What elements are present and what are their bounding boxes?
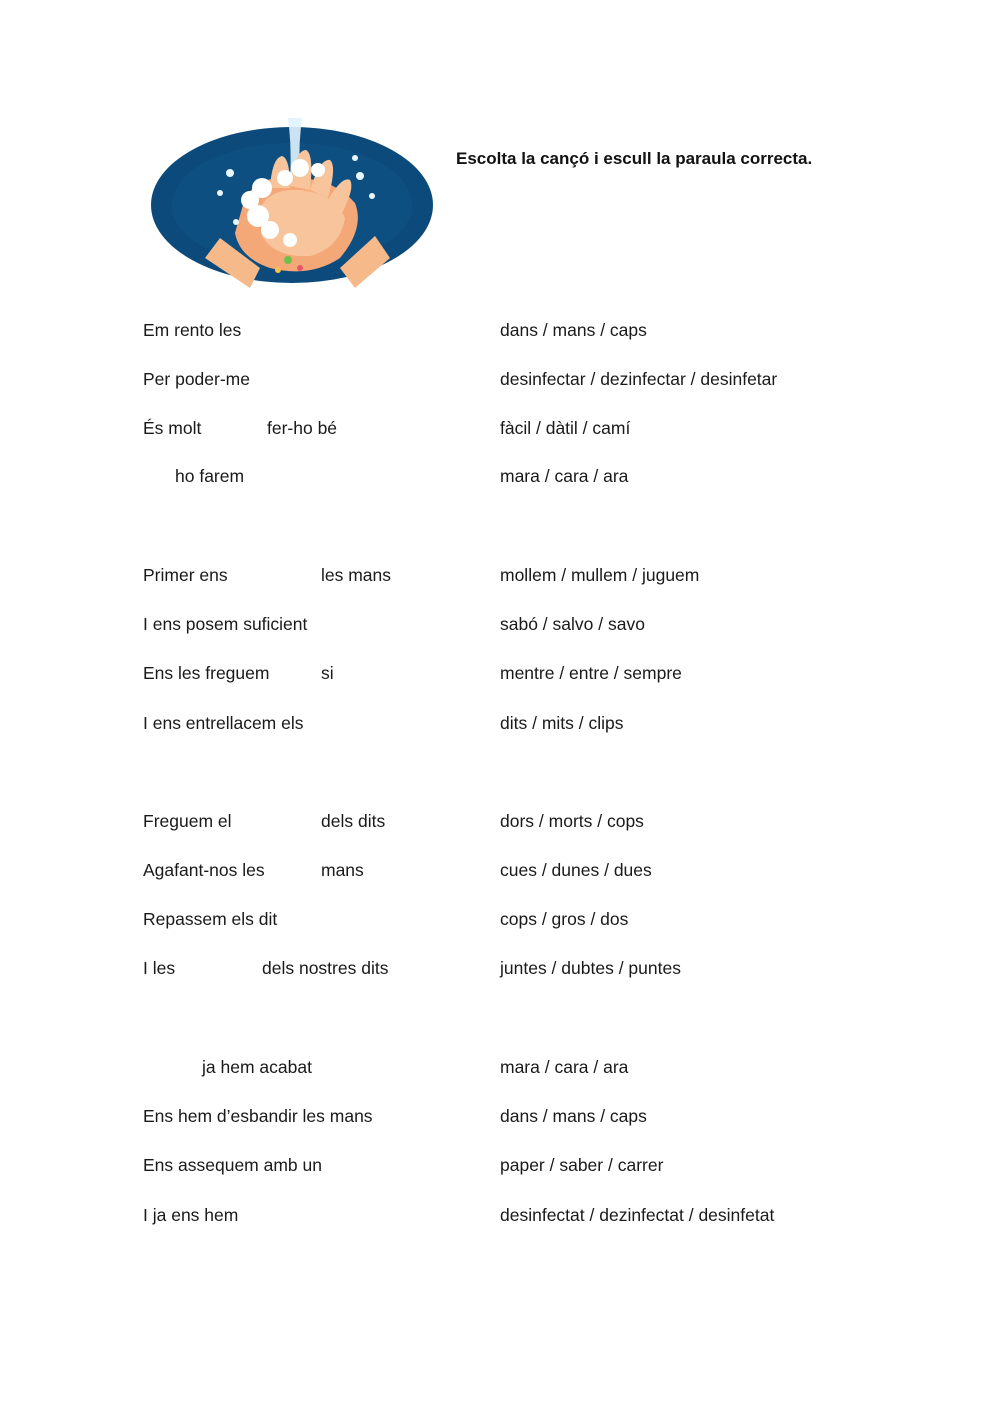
lyric-line: Repassem els dit (143, 909, 278, 929)
lyric-line: I les (143, 958, 176, 978)
word-options: dans / mans / caps (500, 320, 647, 340)
lyric-line-end: mans (321, 860, 364, 880)
word-options: sabó / salvo / savo (500, 614, 645, 634)
lyric-line: Agafant-nos les (143, 860, 265, 880)
word-options: cues / dunes / dues (500, 860, 652, 880)
word-options: fàcil / dàtil / camí (500, 418, 631, 438)
lyric-line: És molt (143, 418, 202, 438)
word-options: cops / gros / dos (500, 909, 629, 929)
lyric-line: Per poder-me (143, 369, 250, 389)
word-options: paper / saber / carrer (500, 1155, 664, 1175)
lyric-line: I ens posem suficient (143, 614, 308, 634)
lyric-line: I ens entrellacem els (143, 713, 304, 733)
word-options: desinfectat / dezinfectat / desinfetat (500, 1205, 775, 1225)
lyric-line-end: dels dits (321, 811, 386, 831)
word-options: dors / morts / cops (500, 811, 644, 831)
word-options: mentre / entre / sempre (500, 663, 682, 683)
lyric-line: Em rento les (143, 320, 242, 340)
instruction-text: Escolta la cançó i escull la paraula correcta. (456, 149, 813, 168)
lyric-line: Ens les freguem (143, 663, 270, 683)
lyric-line-end: les mans (321, 565, 392, 585)
word-options: dans / mans / caps (500, 1106, 647, 1126)
lyric-line: ja hem acabat (202, 1057, 312, 1077)
word-options: mara / cara / ara (500, 1057, 629, 1077)
lyric-line: Ens hem d’esbandir les mans (143, 1106, 373, 1126)
hand-washing-illustration (150, 118, 435, 288)
word-options: dits / mits / clips (500, 713, 624, 733)
lyric-line-end: fer-ho bé (267, 418, 338, 438)
lyric-line: I ja ens hem (143, 1205, 239, 1225)
lyric-line-end: dels nostres dits (262, 958, 389, 978)
word-options: mollem / mullem / juguem (500, 565, 700, 585)
lyric-line: Freguem el (143, 811, 232, 831)
lyric-line-end: si (321, 663, 334, 683)
word-options: mara / cara / ara (500, 466, 629, 486)
lyric-line: Primer ens (143, 565, 228, 585)
lyric-line: ho farem (175, 466, 245, 486)
word-options: juntes / dubtes / puntes (500, 958, 681, 978)
lyric-line: Ens assequem amb un (143, 1155, 322, 1175)
word-options: desinfectar / dezinfectar / desinfetar (500, 369, 778, 389)
